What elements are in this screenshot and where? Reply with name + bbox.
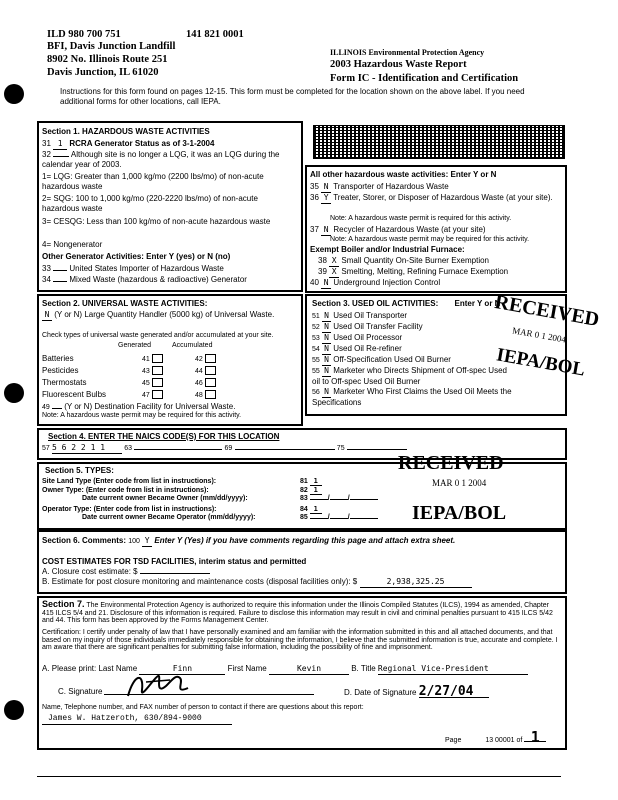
activity-37: 37 N Recycler of Hazardous Waste (at your site) <box>310 225 486 234</box>
page-number: Page 13 00001 of 1 <box>445 733 546 745</box>
activity-36-note: Note: A hazardous waste permit is required for this activity. <box>330 215 512 222</box>
signature-label: C. Signature <box>58 687 103 696</box>
option-nongenerator: 4= Nongenerator <box>42 240 103 249</box>
lqg-num: 32 <box>42 150 51 159</box>
instructions: Instructions for this form found on pages 12-15. This form must be completed for the location shown on the above label. If you need additional forms for other locations, call IEPA. <box>60 87 525 106</box>
oil-55a: 55 N Off-Specification Used Oil Burner <box>312 355 451 364</box>
first-name: Kevin <box>269 664 349 675</box>
received-stamp-1: RECEIVED <box>492 291 601 332</box>
section3-title: Section 3. USED OIL ACTIVITIES: Enter Y or N <box>312 299 501 308</box>
section1-title: Section 1. HAZARDOUS WASTE ACTIVITIES <box>42 127 210 136</box>
activity-35: 35 N Transporter of Hazardous Waste <box>310 182 449 191</box>
section7-certification: Certification: I certify under penalty of law that I have personally examined and am familiar with the information submitted in this and all attached documents, and that based on my inquiry of those individuals immediately responsible for obtaining the information, I believe that the submitted information is true, accurate and complete. I am aware that there are significant penalties for submitting false information, including the possibility of fine and imprisonment. <box>42 629 558 652</box>
facility-city: Davis Junction, IL 61020 <box>47 67 159 78</box>
section5-title: Section 5. TYPES: <box>45 466 114 475</box>
rcra-label: RCRA Generator Status as of 3-1-2004 <box>69 139 215 148</box>
section7-legal: Section 7. The Environmental Protection Agency is authorized to require this information under the Illinois Compiled Statutes (ILCS), 1994 as amended, Chapter 415 ILCS 5/4 and 21. Disclosure of this information is required. Failure to disclose this information may result in civil and criminal penalties pursuant to 415 ILCS 5/42 and 44. This form has been approved by the Forms Management Center. <box>42 599 553 625</box>
punch-hole-top <box>4 84 24 104</box>
site-land-row: Site Land Type (Enter code from list in instructions): 81 1 <box>42 477 322 486</box>
print-name-row: A. Please print: Last Name Finn First Name Kevin B. Title Regional Vice-President <box>42 664 528 675</box>
report-title: 2003 Hazardous Waste Report <box>330 59 467 70</box>
operator-type-row: Operator Type: (Enter code from list in instructions): 84 1 <box>42 505 322 514</box>
date-of-signature: 2/27/04 <box>419 687 489 698</box>
section2-title: Section 2. UNIVERSAL WASTE ACTIVITIES: <box>42 299 208 308</box>
col-generated: Generated <box>118 342 152 349</box>
received-date-1: MAR 0 1 2004 <box>511 325 567 345</box>
last-name: Finn <box>139 664 225 675</box>
date-signature-row: D. Date of Signature 2/27/04 <box>344 687 489 698</box>
oil-52: 52 N Used Oil Transfer Facility <box>312 322 423 331</box>
checkbox-batteries-generated[interactable] <box>152 354 163 363</box>
activity-38: 38 X Small Quantity On-Site Burner Exemption <box>318 256 489 265</box>
uw-row-pesticides: Pesticides 43 44 <box>42 366 216 376</box>
destination-note: Note: A hazardous waste permit may be required for this activity. <box>42 412 242 419</box>
cost-a-row: A. Closure cost estimate: $ <box>42 567 210 577</box>
checkbox-pesticides-accumulated[interactable] <box>205 366 216 375</box>
uw-row-batteries: Batteries 41 42 <box>42 354 216 364</box>
title-value: Regional Vice-President <box>378 664 528 675</box>
operator-date-row: Date current owner Became Operator (mm/dd/yyyy): 85 / / <box>82 514 378 522</box>
uw-row-fluorescent: Fluorescent Bulbs 47 48 <box>42 390 216 400</box>
comments-row: Section 6. Comments: 100 Y Enter Y (Yes) if you have comments regarding this page and attach extra sheet. <box>42 536 456 545</box>
agency-name: ILLINOIS Environmental Protection Agency <box>330 48 485 57</box>
naics-row: 57 5 6 2 2 1 1 63 69 75 <box>42 443 407 454</box>
form-title: Form IC - Identification and Certification <box>330 73 519 84</box>
facility-id2: 141 821 0001 <box>186 29 244 40</box>
other-generator-title: Other Generator Activities: Enter Y (yes) or N (no) <box>42 252 231 261</box>
received-stamp-2: RECEIVED <box>398 452 504 474</box>
cost-title: COST ESTIMATES FOR TSD FACILITIES, interim status and permitted <box>42 557 307 566</box>
lq-handler-row: N (Y or N) Large Quantity Handler (5000 kg) of Universal Waste. <box>42 310 294 321</box>
punch-hole-middle <box>4 383 24 403</box>
oil-56: 56 N Marketer Who First Claims the Used Oil Meets the Specifications <box>312 387 512 407</box>
received-date-2: MAR 0 1 2004 <box>432 478 487 488</box>
activity-36: 36 Y Treater, Storer, or Disposer of Hazardous Waste (at your site). <box>310 193 553 202</box>
iepa-stamp-1: IEPA/BOL <box>494 344 587 381</box>
option-sqg: 2= SQG: 100 to 1,000 kg/mo (220-2220 lbs/mo) of non-acute hazardous waste <box>42 194 258 213</box>
checkbox-thermostats-generated[interactable] <box>152 378 163 387</box>
facility-id1: ILD 980 700 751 <box>47 29 121 40</box>
uw-row-thermostats: Thermostats 45 46 <box>42 378 216 388</box>
oil-54: 54 N Used Oil Re-refiner <box>312 344 402 353</box>
universal-check-intro: Check types of universal waste generated and/or accumulated at your site. <box>42 332 274 339</box>
other-activities-title: All other hazardous waste activities: Enter Y or N <box>310 170 497 179</box>
oil-53: 53 N Used Oil Processor <box>312 333 403 342</box>
other-mixed-row: 34 Mixed Waste (hazardous & radioactive) Generator <box>42 275 247 284</box>
signature-scribble <box>124 668 194 702</box>
exempt-title: Exempt Boiler and/or Industrial Furnace: <box>310 245 465 254</box>
col-accumulated: Accumulated <box>172 342 213 349</box>
contact-label: Name, Telephone number, and FAX number of person to contact if there are questions about this report: <box>42 704 364 711</box>
lqg-row <box>42 150 294 169</box>
rcra-value: 1 <box>53 139 67 150</box>
cost-b-row: B. Estimate for post closure monitoring and maintenance costs (disposal facilities only): $ 2,938,325.25 <box>42 577 472 588</box>
oil-55b: 55 N Marketer who Directs Shipment of Off-spec Used oil to Off-spec Used Oil Burner <box>312 366 507 386</box>
activity-39: 39 X Smelting, Melting, Refining Furnace Exemption <box>318 267 509 276</box>
option-cesqg: 3= CESQG: Less than 100 kg/mo of non-acute hazardous waste <box>42 217 271 226</box>
owner-date-row: Date current owner Became Owner (mm/dd/yyyy): 83 / / <box>82 495 378 503</box>
checkbox-batteries-accumulated[interactable] <box>205 354 216 363</box>
checkbox-thermostats-accumulated[interactable] <box>205 378 216 387</box>
option-lqg: 1= LQG: Greater than 1,000 kg/mo (2200 lbs/mo) of non-acute hazardous waste <box>42 172 264 191</box>
section4-title: Section 4. ENTER THE NAICS CODE(S) FOR THIS LOCATION <box>48 432 280 441</box>
checkbox-pesticides-generated[interactable] <box>152 366 163 375</box>
redacted-block <box>313 125 565 159</box>
facility-address: 8902 No. Illinois Route 251 <box>47 54 168 65</box>
activity-37-note: Note: A hazardous waste permit may be required for this activity. <box>330 236 530 243</box>
post-closure-cost: 2,938,325.25 <box>360 577 472 588</box>
iepa-stamp-2: IEPA/BOL <box>412 502 507 524</box>
checkbox-fluorescent-generated[interactable] <box>152 390 163 399</box>
punch-hole-bottom <box>4 700 24 720</box>
checkbox-fluorescent-accumulated[interactable] <box>205 390 216 399</box>
footer-rule <box>37 776 561 777</box>
lqg-label: Although site is no longer a LQG, it was an LQG during the calendar year of 2003. <box>42 150 280 169</box>
owner-type-row: Owner Type: (Enter code from list in instructions): 82 1 <box>42 486 322 495</box>
contact-value: James W. Hatzeroth, 630/894-9000 <box>48 714 202 723</box>
activity-40: 40 N Underground Injection Control <box>310 278 441 287</box>
other-importer-row: 33 United States Importer of Hazardous Waste <box>42 264 224 273</box>
facility-name: BFI, Davis Junction Landfill <box>47 41 176 52</box>
oil-51: 51 N Used Oil Transporter <box>312 311 408 320</box>
destination-row: 49 (Y or N) Destination Facility for Universal Waste. <box>42 402 236 411</box>
rcra-num: 31 <box>42 139 51 148</box>
naics-code: 5 6 2 2 1 1 <box>52 443 122 454</box>
section1-rcra-row <box>42 139 214 150</box>
